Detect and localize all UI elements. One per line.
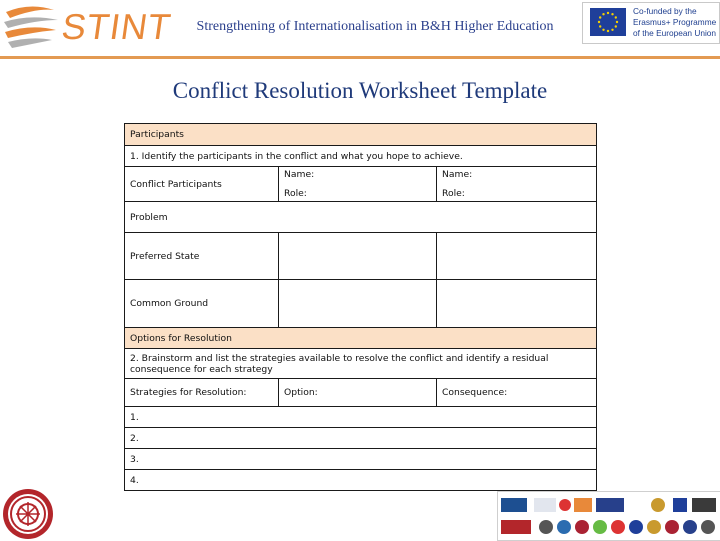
instruction-2: 2. Brainstorm and list the strategies available to resolve the conflict and identify a residual consequence for each strategy bbox=[125, 349, 597, 379]
eu-flag-icon bbox=[590, 8, 626, 36]
partner-logo-16 bbox=[647, 520, 661, 534]
strategy-row bbox=[125, 449, 597, 470]
partner-logo-18 bbox=[683, 520, 697, 534]
preferred-state-cell-2[interactable] bbox=[437, 233, 597, 280]
partner-logo-19 bbox=[701, 520, 715, 534]
eu-badge-line3: of the European Union bbox=[633, 28, 717, 38]
participant-1-cell[interactable] bbox=[279, 167, 437, 202]
partner-logo-13 bbox=[593, 520, 607, 534]
instruction-1: 1. Identify the participants in the conflict and what you hope to achieve. bbox=[125, 146, 597, 167]
options-header: Options for Resolution bbox=[125, 328, 597, 349]
strategy-row bbox=[125, 428, 597, 449]
options-header-row bbox=[125, 328, 597, 349]
strategies-header-row bbox=[125, 379, 597, 407]
partner-logo-3 bbox=[559, 499, 571, 511]
stint-swirl-icon bbox=[2, 2, 62, 52]
strategy-row bbox=[125, 407, 597, 428]
eu-cofunded-badge bbox=[582, 2, 720, 44]
problem-row bbox=[125, 202, 597, 233]
common-ground-cell-2[interactable] bbox=[437, 280, 597, 328]
partner-logo-9 bbox=[501, 520, 531, 534]
preferred-state-label: Preferred State bbox=[125, 233, 279, 280]
preferred-state-cell-1[interactable] bbox=[279, 233, 437, 280]
partner-logo-6 bbox=[651, 498, 665, 512]
partner-logo-10 bbox=[539, 520, 553, 534]
conflict-participants-row bbox=[125, 167, 597, 202]
stint-logo bbox=[2, 2, 174, 52]
document-title: Conflict Resolution Worksheet Template bbox=[172, 78, 548, 103]
page-header bbox=[0, 0, 720, 58]
stint-wordmark: STINT bbox=[59, 6, 174, 47]
partner-logo-1 bbox=[501, 498, 527, 512]
partner-logos-strip bbox=[497, 491, 720, 541]
strategy-row-2[interactable]: 2. bbox=[125, 428, 597, 449]
participant-1-name-label: Name: bbox=[284, 169, 315, 180]
partner-logo-17 bbox=[665, 520, 679, 534]
worksheet-table bbox=[124, 123, 597, 491]
participants-header: Participants bbox=[125, 124, 597, 146]
problem-label: Problem bbox=[125, 202, 597, 233]
common-ground-row bbox=[125, 280, 597, 328]
partner-logo-8 bbox=[692, 498, 716, 512]
eu-badge-text bbox=[633, 6, 717, 39]
participant-2-cell[interactable] bbox=[437, 167, 597, 202]
participants-header-row bbox=[125, 124, 597, 146]
partner-logo-2 bbox=[534, 498, 556, 512]
participant-2-role-label: Role: bbox=[442, 188, 465, 199]
participant-1-role-label: Role: bbox=[284, 188, 307, 199]
partner-logo-12 bbox=[575, 520, 589, 534]
partner-logo-14 bbox=[611, 520, 625, 534]
strategies-label: Strategies for Resolution: bbox=[125, 379, 279, 407]
university-seal-icon bbox=[2, 488, 54, 540]
eu-badge-line2: Erasmus+ Programme bbox=[633, 17, 717, 27]
partner-logo-7 bbox=[673, 498, 687, 512]
consequence-label: Consequence: bbox=[437, 379, 597, 407]
instruction-1-row bbox=[125, 146, 597, 167]
common-ground-cell-1[interactable] bbox=[279, 280, 437, 328]
preferred-state-row bbox=[125, 233, 597, 280]
strategy-row-1[interactable]: 1. bbox=[125, 407, 597, 428]
partner-logo-5 bbox=[596, 498, 624, 512]
header-divider bbox=[0, 56, 720, 59]
eu-badge-line1: Co-funded by the bbox=[633, 6, 697, 16]
strategy-row bbox=[125, 470, 597, 491]
strategy-row-3[interactable]: 3. bbox=[125, 449, 597, 470]
option-label: Option: bbox=[279, 379, 437, 407]
partner-logo-15 bbox=[629, 520, 643, 534]
project-title: Strengthening of Internationalisation in B&H Higher Education bbox=[196, 19, 554, 34]
partner-logo-11 bbox=[557, 520, 571, 534]
strategy-row-4[interactable]: 4. bbox=[125, 470, 597, 491]
partner-logo-4 bbox=[574, 498, 592, 512]
instruction-2-row bbox=[125, 349, 597, 379]
participant-2-name-label: Name: bbox=[442, 169, 473, 180]
common-ground-label: Common Ground bbox=[125, 280, 279, 328]
conflict-participants-label: Conflict Participants bbox=[125, 167, 279, 202]
